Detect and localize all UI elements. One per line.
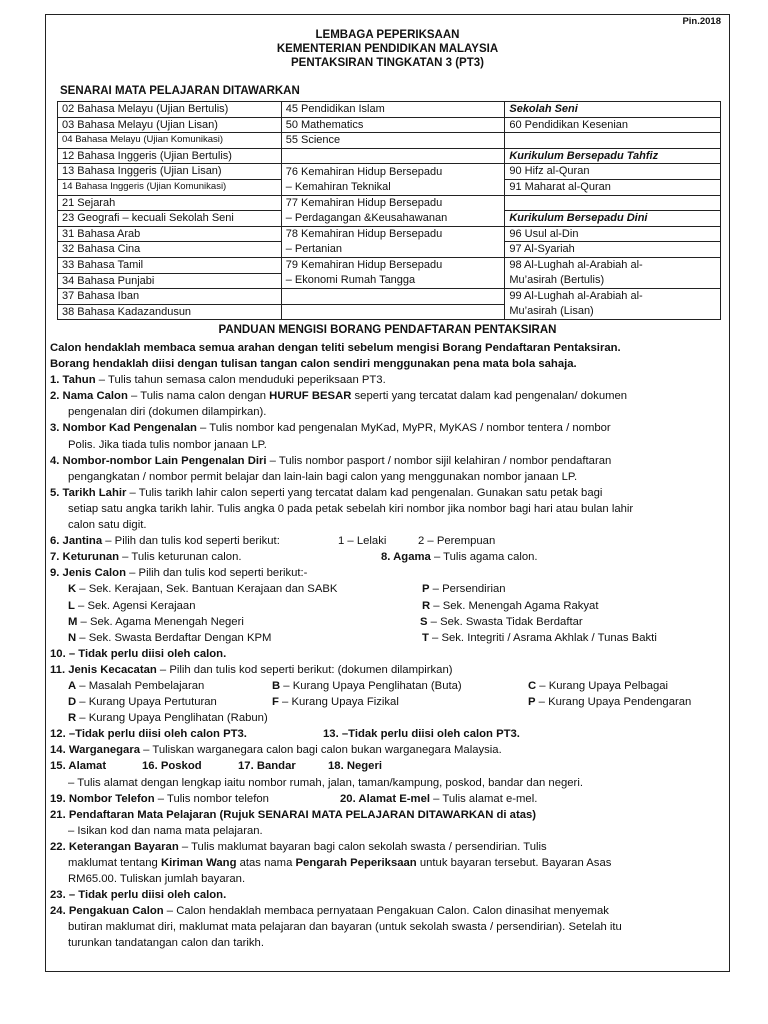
item-14: 14. Warganegara – Tuliskan warganegara calon bagi calon bukan warganegara Malaysia. (50, 744, 502, 757)
subject-cell (281, 304, 505, 320)
item-5: 5. Tarikh Lahir – Tulis tarikh lahir calon seperti yang tercatat dalam kad pengenalan. Gunakan satu petak bagi (50, 486, 603, 499)
subjects-table (57, 101, 721, 320)
subject-row (58, 117, 721, 133)
subject-row (58, 273, 721, 289)
item-9-codes-m-s: M – Sek. Agama Menengah Negeri S – Sek. Swasta Tidak Berdaftar (68, 615, 583, 628)
item-3-cont: Polis. Jika tiada tulis nombor janaan LP. (68, 438, 267, 451)
item-21-cont: – Isikan kod dan nama mata pelajaran. (68, 824, 263, 837)
subject-cell: 34 Bahasa Punjabi (58, 273, 282, 289)
item-3: 3. Nombor Kad Pengenalan – Tulis nombor kad pengenalan MyKad, MyPR, MyKAS / nombor tentera / nombor (50, 422, 611, 435)
subject-cell: 14 Bahasa Inggeris (Ujian Komunikasi) (58, 179, 282, 195)
item-2-cont: pengenalan diri (dokumen dilampirkan). (68, 406, 267, 419)
item-11-codes-r: R – Kurang Upaya Penglihatan (Rabun) (68, 712, 268, 725)
subject-cell: 13 Bahasa Inggeris (Ujian Lisan) (58, 164, 282, 180)
subject-cell: Mu’asirah (Bertulis) (505, 273, 721, 289)
subject-cell: 12 Bahasa Inggeris (Ujian Bertulis) (58, 148, 282, 164)
subject-cell: 45 Pendidikan Islam (281, 102, 505, 118)
subject-cell: 04 Bahasa Melayu (Ujian Komunikasi) (58, 133, 282, 149)
item-11-codes-d-f-p: D – Kurang Upaya Pertuturan F – Kurang Upaya Fizikal P – Kurang Upaya Pendengaran (68, 696, 692, 709)
item-21: 21. Pendaftaran Mata Pelajaran (Rujuk SENARAI MATA PELAJARAN DITAWARKAN di atas) (50, 808, 537, 821)
item-11-codes-a-b-c: A – Masalah Pembelajaran B – Kurang Upaya Penglihatan (Buta) C – Kurang Upaya Pelbagai (68, 679, 669, 692)
subject-cell: 02 Bahasa Melayu (Ujian Bertulis) (58, 102, 282, 118)
item-5-cont-1: setiap satu angka tarikh lahir. Tulis angka 0 pada petak sebelah kiri nombor jika nombor bagi hari atau bulan lahir (68, 502, 634, 515)
item-4: 4. Nombor-nombor Lain Pengenalan Diri – Tulis nombor pasport / nombor sijil kelahiran / nombor pendaftaran (50, 454, 612, 467)
header-line-3: PENTAKSIRAN TINGKATAN 3 (PT3) (291, 57, 484, 69)
subject-row (58, 304, 721, 320)
subject-cell: 91 Maharat al-Quran (505, 179, 721, 195)
subject-row (58, 179, 721, 195)
subject-cell: 32 Bahasa Cina (58, 242, 282, 258)
subject-row (58, 289, 721, 305)
subject-row (58, 164, 721, 180)
subject-row (58, 257, 721, 273)
subject-cell: 50 Mathematics (281, 117, 505, 133)
subject-cell: Sekolah Seni (505, 102, 721, 118)
item-15-18: 15. Alamat 16. Poskod 17. Bandar 18. Negeri (50, 760, 383, 773)
item-24-cont-1: butiran maklumat diri, maklumat mata pelajaran dan bayaran (untuk sekolah swasta / persendirian). Setelah itu (68, 921, 622, 934)
subject-cell: Mu’asirah (Lisan) (505, 304, 721, 320)
header-line-1: LEMBAGA PEPERIKSAAN (315, 29, 460, 41)
subject-row (58, 211, 721, 227)
pin-label: Pin.2018 (682, 16, 721, 27)
item-5-cont-2: calon satu digit. (68, 519, 147, 532)
document-page (45, 14, 730, 972)
subject-cell: – Perdagangan &Keusahawanan (281, 211, 505, 227)
subject-cell: 60 Pendidikan Kesenian (505, 117, 721, 133)
subject-cell: 38 Bahasa Kadazandusun (58, 304, 282, 320)
subject-cell (281, 289, 505, 305)
subject-cell: 90 Hifz al-Quran (505, 164, 721, 180)
item-22-cont-2: RM65.00. Tuliskan jumlah bayaran. (68, 873, 246, 886)
subject-row (58, 148, 721, 164)
item-7-8: 7. Keturunan – Tulis keturunan calon. 8. Agama – Tulis agama calon. (50, 551, 538, 564)
subject-cell: 37 Bahasa Iban (58, 289, 282, 305)
item-2: 2. Nama Calon – Tulis nama calon dengan HURUF BESAR seperti yang tercatat dalam kad pengenalan/ dokumen (50, 390, 628, 403)
item-23: 23. – Tidak perlu diisi oleh calon. (50, 889, 227, 902)
item-9-codes-l-r: L – Sek. Agensi Kerajaan R – Sek. Menengah Agama Rakyat (68, 599, 599, 612)
subject-cell: 78 Kemahiran Hidup Bersepadu (281, 226, 505, 242)
item-22-cont-1: maklumat tentang Kiriman Wang atas nama Pengarah Peperiksaan untuk bayaran tersebut. Bayaran Asas (68, 857, 612, 869)
subject-row (58, 242, 721, 258)
subject-row (58, 195, 721, 211)
item-9: 9. Jenis Calon – Pilih dan tulis kod seperti berikut:- (50, 567, 308, 580)
header-line-2: KEMENTERIAN PENDIDIKAN MALAYSIA (276, 43, 499, 55)
item-22: 22. Keterangan Bayaran – Tulis maklumat bayaran bagi calon sekolah swasta / persendirian. Tulis (50, 840, 547, 853)
item-10: 10. – Tidak perlu diisi oleh calon. (50, 647, 227, 660)
subject-cell: 99 Al-Lughah al-Arabiah al- (505, 289, 721, 305)
subject-cell: 21 Sejarah (58, 195, 282, 211)
subject-cell: – Ekonomi Rumah Tangga (281, 273, 505, 289)
item-12-13: 12. –Tidak perlu diisi oleh calon PT3. 13. –Tidak perlu diisi oleh calon PT3. (50, 728, 520, 741)
subject-cell: 76 Kemahiran Hidup Bersepadu (281, 164, 505, 180)
item-6: 6. Jantina – Pilih dan tulis kod seperti berikut: 1 – Lelaki 2 – Perempuan (50, 535, 496, 548)
item-24: 24. Pengakuan Calon – Calon hendaklah membaca pernyataan Pengakuan Calon. Calon dinasihat menyemak (50, 905, 609, 918)
guide-title: PANDUAN MENGISI BORANG PENDAFTARAN PENTAKSIRAN (218, 324, 557, 336)
subject-cell: 23 Geografi – kecuali Sekolah Seni (58, 211, 282, 227)
subject-cell: – Kemahiran Teknikal (281, 179, 505, 195)
subject-cell: Kurikulum Bersepadu Tahfiz (505, 148, 721, 164)
subject-cell: 98 Al-Lughah al-Arabiah al- (505, 257, 721, 273)
subject-cell: 77 Kemahiran Hidup Bersepadu (281, 195, 505, 211)
subject-cell: 79 Kemahiran Hidup Bersepadu (281, 257, 505, 273)
subject-row (58, 102, 721, 118)
intro-line-1: Calon hendaklah membaca semua arahan dengan teliti sebelum mengisi Borang Pendaftaran Pentaksiran. (50, 342, 621, 354)
item-4-cont: pengangkatan / nombor permit belajar dan lain-lain bagi calon yang menggunakan nombor janaan LP. (68, 470, 578, 483)
subject-cell: – Pertanian (281, 242, 505, 258)
subject-cell: 96 Usul al-Din (505, 226, 721, 242)
subject-cell: 97 Al-Syariah (505, 242, 721, 258)
subject-cell: Kurikulum Bersepadu Dini (505, 211, 721, 227)
subject-cell (505, 195, 721, 211)
subjects-title: SENARAI MATA PELAJARAN DITAWARKAN (60, 85, 300, 97)
subject-cell: 03 Bahasa Melayu (Ujian Lisan) (58, 117, 282, 133)
subject-row (58, 133, 721, 149)
item-15-18-cont: – Tulis alamat dengan lengkap iaitu nombor rumah, jalan, taman/kampung, poskod, bandar dan negeri. (68, 776, 583, 789)
item-1: 1. Tahun – Tulis tahun semasa calon menduduki peperiksaan PT3. (50, 374, 386, 387)
item-9-codes-k-p: K – Sek. Kerajaan, Sek. Bantuan Kerajaan dan SABK P – Persendirian (68, 583, 506, 596)
subject-cell: 33 Bahasa Tamil (58, 257, 282, 273)
intro-line-2: Borang hendaklah diisi dengan tulisan tangan calon sendiri menggunakan pena mata bola sahaja. (50, 358, 577, 371)
subject-cell (281, 148, 505, 164)
item-24-cont-2: turunkan tandatangan calon dan tarikh. (68, 937, 264, 950)
guide-instructions (50, 340, 726, 952)
item-11: 11. Jenis Kecacatan – Pilih dan tulis kod seperti berikut: (dokumen dilampirkan) (50, 663, 453, 676)
subject-row (58, 226, 721, 242)
item-19-20: 19. Nombor Telefon – Tulis nombor telefon 20. Alamat E-mel – Tulis alamat e-mel. (50, 792, 538, 805)
subject-cell: 55 Science (281, 133, 505, 149)
item-9-codes-n-t: N – Sek. Swasta Berdaftar Dengan KPM T – Sek. Integriti / Asrama Akhlak / Tunas Bakti (68, 631, 657, 644)
subject-cell: 31 Bahasa Arab (58, 226, 282, 242)
subject-cell (505, 133, 721, 149)
